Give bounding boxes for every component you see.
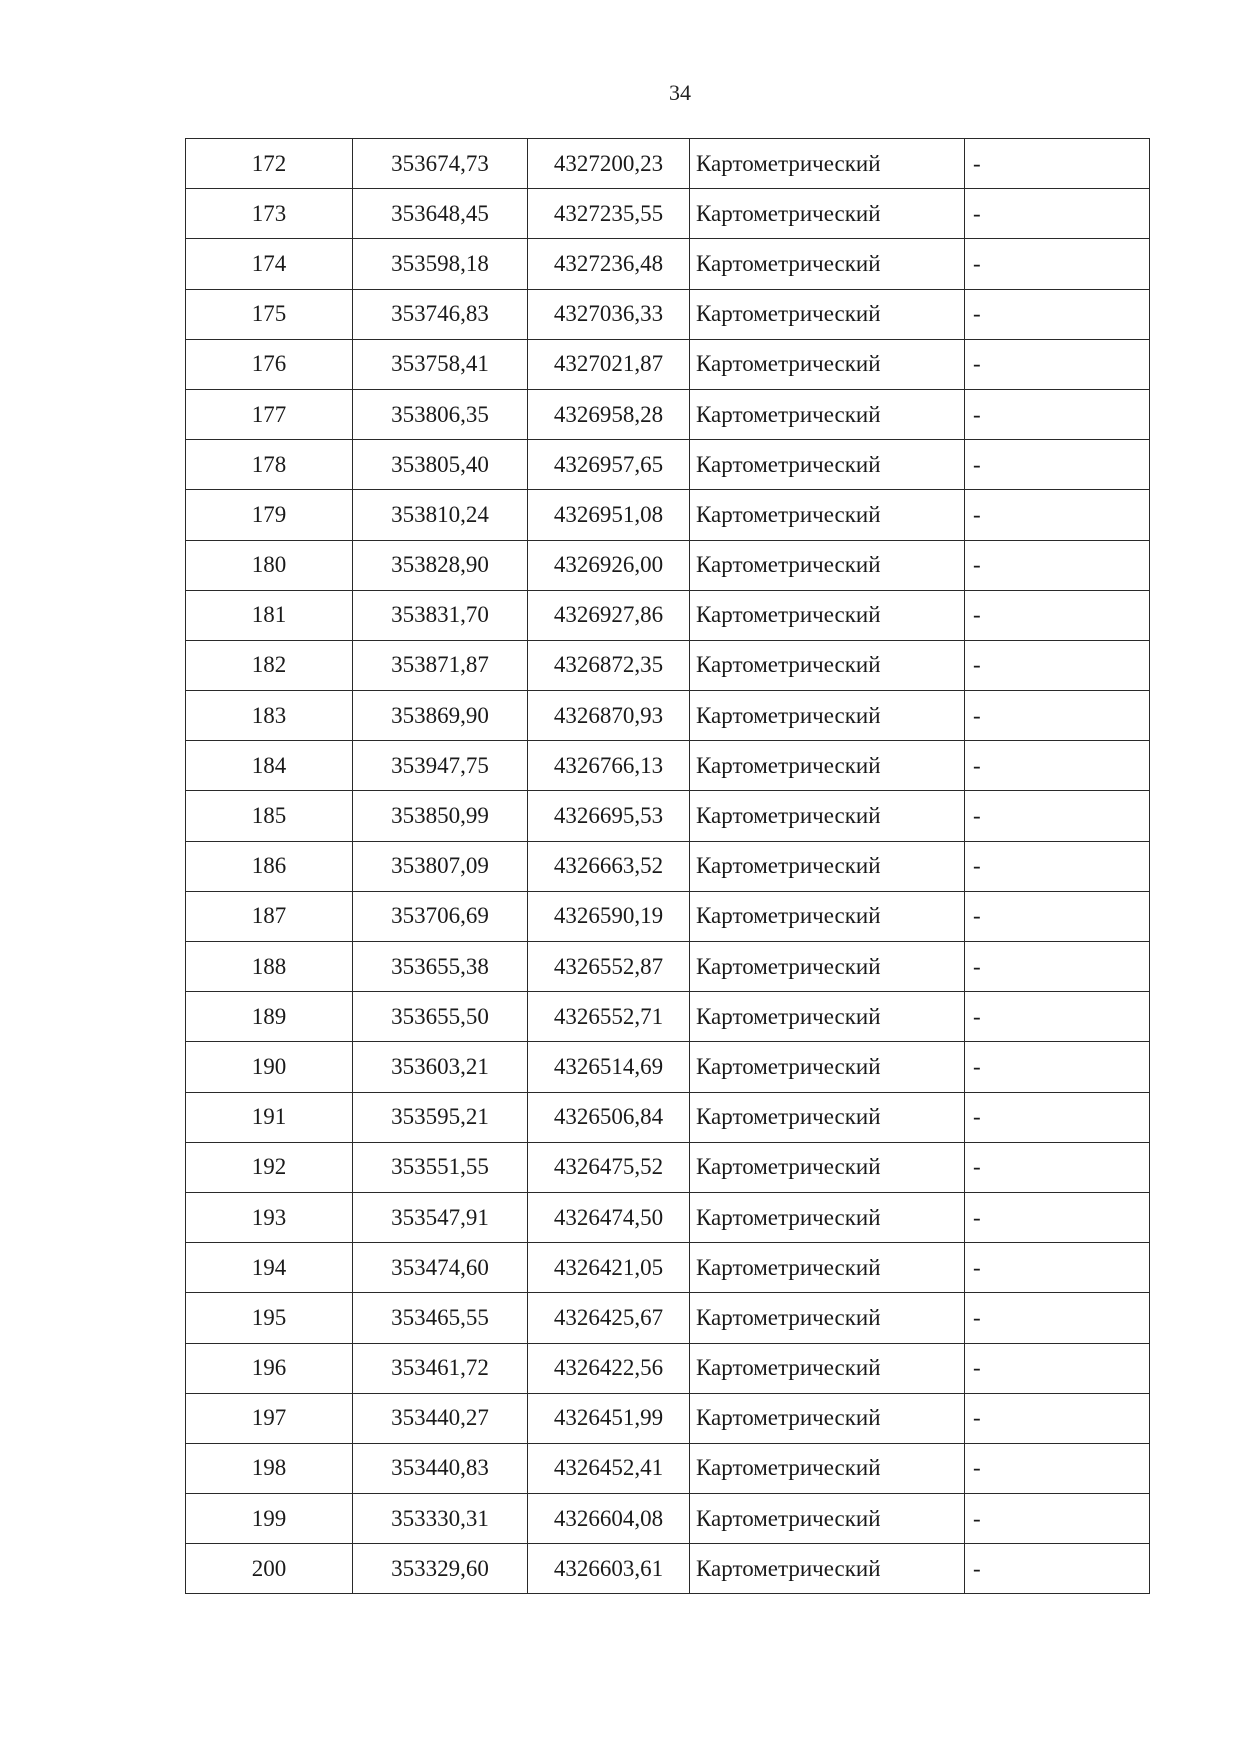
- x-coordinate-cell: 353850,99: [353, 791, 528, 841]
- x-coordinate-cell: 353674,73: [353, 139, 528, 189]
- x-coordinate-cell: 353746,83: [353, 289, 528, 339]
- x-coordinate-cell: 353461,72: [353, 1343, 528, 1393]
- coordinates-table-body: [186, 139, 1150, 1594]
- point-number-cell: 192: [186, 1142, 353, 1192]
- note-cell: -: [965, 239, 1150, 289]
- note-cell: -: [965, 791, 1150, 841]
- table-row: [186, 590, 1150, 640]
- method-cell: Картометрический: [690, 590, 965, 640]
- x-coordinate-cell: 353547,91: [353, 1192, 528, 1242]
- method-cell: Картометрический: [690, 691, 965, 741]
- table-row: [186, 1293, 1150, 1343]
- y-coordinate-cell: 4326870,93: [528, 691, 690, 741]
- point-number-cell: 181: [186, 590, 353, 640]
- point-number-cell: 176: [186, 339, 353, 389]
- y-coordinate-cell: 4326590,19: [528, 891, 690, 941]
- x-coordinate-cell: 353655,50: [353, 992, 528, 1042]
- table-row: [186, 1343, 1150, 1393]
- table-row: [186, 841, 1150, 891]
- method-cell: Картометрический: [690, 1042, 965, 1092]
- x-coordinate-cell: 353810,24: [353, 490, 528, 540]
- point-number-cell: 174: [186, 239, 353, 289]
- note-cell: -: [965, 440, 1150, 490]
- method-cell: Картометрический: [690, 189, 965, 239]
- point-number-cell: 182: [186, 640, 353, 690]
- point-number-cell: 189: [186, 992, 353, 1042]
- table-row: [186, 339, 1150, 389]
- note-cell: -: [965, 339, 1150, 389]
- point-number-cell: 197: [186, 1393, 353, 1443]
- x-coordinate-cell: 353655,38: [353, 942, 528, 992]
- y-coordinate-cell: 4326552,87: [528, 942, 690, 992]
- method-cell: Картометрический: [690, 440, 965, 490]
- y-coordinate-cell: 4326506,84: [528, 1092, 690, 1142]
- point-number-cell: 184: [186, 741, 353, 791]
- note-cell: -: [965, 1293, 1150, 1343]
- y-coordinate-cell: 4326474,50: [528, 1192, 690, 1242]
- point-number-cell: 183: [186, 691, 353, 741]
- point-number-cell: 191: [186, 1092, 353, 1142]
- x-coordinate-cell: 353706,69: [353, 891, 528, 941]
- y-coordinate-cell: 4326951,08: [528, 490, 690, 540]
- note-cell: -: [965, 640, 1150, 690]
- point-number-cell: 195: [186, 1293, 353, 1343]
- method-cell: Картометрический: [690, 741, 965, 791]
- note-cell: -: [965, 1092, 1150, 1142]
- point-number-cell: 188: [186, 942, 353, 992]
- method-cell: Картометрический: [690, 891, 965, 941]
- point-number-cell: 193: [186, 1192, 353, 1242]
- point-number-cell: 200: [186, 1544, 353, 1594]
- table-row: [186, 1192, 1150, 1242]
- table-row: [186, 389, 1150, 439]
- x-coordinate-cell: 353758,41: [353, 339, 528, 389]
- note-cell: -: [965, 1393, 1150, 1443]
- note-cell: -: [965, 389, 1150, 439]
- x-coordinate-cell: 353465,55: [353, 1293, 528, 1343]
- table-row: [186, 992, 1150, 1042]
- y-coordinate-cell: 4326452,41: [528, 1443, 690, 1493]
- y-coordinate-cell: 4326695,53: [528, 791, 690, 841]
- method-cell: Картометрический: [690, 791, 965, 841]
- x-coordinate-cell: 353831,70: [353, 590, 528, 640]
- method-cell: Картометрический: [690, 992, 965, 1042]
- y-coordinate-cell: 4326475,52: [528, 1142, 690, 1192]
- y-coordinate-cell: 4326663,52: [528, 841, 690, 891]
- note-cell: -: [965, 1544, 1150, 1594]
- table-row: [186, 289, 1150, 339]
- x-coordinate-cell: 353869,90: [353, 691, 528, 741]
- table-row: [186, 640, 1150, 690]
- y-coordinate-cell: 4326552,71: [528, 992, 690, 1042]
- x-coordinate-cell: 353807,09: [353, 841, 528, 891]
- table-row: [186, 440, 1150, 490]
- y-coordinate-cell: 4327021,87: [528, 339, 690, 389]
- note-cell: -: [965, 1343, 1150, 1393]
- y-coordinate-cell: 4326872,35: [528, 640, 690, 690]
- x-coordinate-cell: 353440,83: [353, 1443, 528, 1493]
- x-coordinate-cell: 353603,21: [353, 1042, 528, 1092]
- note-cell: -: [965, 189, 1150, 239]
- y-coordinate-cell: 4326514,69: [528, 1042, 690, 1092]
- table-row: [186, 1092, 1150, 1142]
- method-cell: Картометрический: [690, 1293, 965, 1343]
- point-number-cell: 180: [186, 540, 353, 590]
- x-coordinate-cell: 353806,35: [353, 389, 528, 439]
- x-coordinate-cell: 353828,90: [353, 540, 528, 590]
- point-number-cell: 173: [186, 189, 353, 239]
- note-cell: -: [965, 942, 1150, 992]
- table-row: [186, 791, 1150, 841]
- note-cell: -: [965, 289, 1150, 339]
- table-row: [186, 239, 1150, 289]
- x-coordinate-cell: 353329,60: [353, 1544, 528, 1594]
- table-row: [186, 691, 1150, 741]
- table-row: [186, 741, 1150, 791]
- method-cell: Картометрический: [690, 239, 965, 289]
- y-coordinate-cell: 4327200,23: [528, 139, 690, 189]
- y-coordinate-cell: 4327236,48: [528, 239, 690, 289]
- y-coordinate-cell: 4326604,08: [528, 1494, 690, 1544]
- note-cell: -: [965, 1494, 1150, 1544]
- y-coordinate-cell: 4326421,05: [528, 1243, 690, 1293]
- note-cell: -: [965, 992, 1150, 1042]
- point-number-cell: 177: [186, 389, 353, 439]
- method-cell: Картометрический: [690, 1443, 965, 1493]
- y-coordinate-cell: 4326926,00: [528, 540, 690, 590]
- note-cell: -: [965, 741, 1150, 791]
- method-cell: Картометрический: [690, 1092, 965, 1142]
- table-row: [186, 1443, 1150, 1493]
- method-cell: Картометрический: [690, 1393, 965, 1443]
- table-row: [186, 1393, 1150, 1443]
- point-number-cell: 172: [186, 139, 353, 189]
- table-row: [186, 1142, 1150, 1192]
- y-coordinate-cell: 4326451,99: [528, 1393, 690, 1443]
- method-cell: Картометрический: [690, 640, 965, 690]
- note-cell: -: [965, 1192, 1150, 1242]
- note-cell: -: [965, 891, 1150, 941]
- y-coordinate-cell: 4326766,13: [528, 741, 690, 791]
- note-cell: -: [965, 490, 1150, 540]
- x-coordinate-cell: 353551,55: [353, 1142, 528, 1192]
- method-cell: Картометрический: [690, 942, 965, 992]
- point-number-cell: 185: [186, 791, 353, 841]
- note-cell: -: [965, 540, 1150, 590]
- point-number-cell: 199: [186, 1494, 353, 1544]
- note-cell: -: [965, 1042, 1150, 1092]
- x-coordinate-cell: 353947,75: [353, 741, 528, 791]
- table-row: [186, 139, 1150, 189]
- y-coordinate-cell: 4326957,65: [528, 440, 690, 490]
- page-number: 34: [669, 80, 691, 105]
- x-coordinate-cell: 353474,60: [353, 1243, 528, 1293]
- x-coordinate-cell: 353805,40: [353, 440, 528, 490]
- point-number-cell: 196: [186, 1343, 353, 1393]
- table-row: [186, 1494, 1150, 1544]
- point-number-cell: 186: [186, 841, 353, 891]
- point-number-cell: 178: [186, 440, 353, 490]
- method-cell: Картометрический: [690, 1544, 965, 1594]
- method-cell: Картометрический: [690, 1494, 965, 1544]
- y-coordinate-cell: 4327235,55: [528, 189, 690, 239]
- method-cell: Картометрический: [690, 1243, 965, 1293]
- method-cell: Картометрический: [690, 490, 965, 540]
- method-cell: Картометрический: [690, 1142, 965, 1192]
- note-cell: -: [965, 1443, 1150, 1493]
- x-coordinate-cell: 353598,18: [353, 239, 528, 289]
- point-number-cell: 194: [186, 1243, 353, 1293]
- table-row: [186, 1544, 1150, 1594]
- table-row: [186, 1042, 1150, 1092]
- y-coordinate-cell: 4327036,33: [528, 289, 690, 339]
- table-row: [186, 189, 1150, 239]
- y-coordinate-cell: 4326958,28: [528, 389, 690, 439]
- note-cell: -: [965, 1243, 1150, 1293]
- coordinates-table: [185, 138, 1150, 1594]
- y-coordinate-cell: 4326603,61: [528, 1544, 690, 1594]
- method-cell: Картометрический: [690, 1192, 965, 1242]
- method-cell: Картометрический: [690, 289, 965, 339]
- x-coordinate-cell: 353871,87: [353, 640, 528, 690]
- point-number-cell: 198: [186, 1443, 353, 1493]
- method-cell: Картометрический: [690, 1343, 965, 1393]
- note-cell: -: [965, 841, 1150, 891]
- point-number-cell: 179: [186, 490, 353, 540]
- note-cell: -: [965, 590, 1150, 640]
- y-coordinate-cell: 4326425,67: [528, 1293, 690, 1343]
- x-coordinate-cell: 353595,21: [353, 1092, 528, 1142]
- method-cell: Картометрический: [690, 339, 965, 389]
- x-coordinate-cell: 353330,31: [353, 1494, 528, 1544]
- note-cell: -: [965, 1142, 1150, 1192]
- note-cell: -: [965, 691, 1150, 741]
- x-coordinate-cell: 353440,27: [353, 1393, 528, 1443]
- table-row: [186, 1243, 1150, 1293]
- table-row: [186, 942, 1150, 992]
- point-number-cell: 175: [186, 289, 353, 339]
- point-number-cell: 190: [186, 1042, 353, 1092]
- method-cell: Картометрический: [690, 139, 965, 189]
- method-cell: Картометрический: [690, 389, 965, 439]
- y-coordinate-cell: 4326927,86: [528, 590, 690, 640]
- method-cell: Картометрический: [690, 540, 965, 590]
- y-coordinate-cell: 4326422,56: [528, 1343, 690, 1393]
- table-row: [186, 540, 1150, 590]
- method-cell: Картометрический: [690, 841, 965, 891]
- table-row: [186, 891, 1150, 941]
- point-number-cell: 187: [186, 891, 353, 941]
- x-coordinate-cell: 353648,45: [353, 189, 528, 239]
- table-row: [186, 490, 1150, 540]
- note-cell: -: [965, 139, 1150, 189]
